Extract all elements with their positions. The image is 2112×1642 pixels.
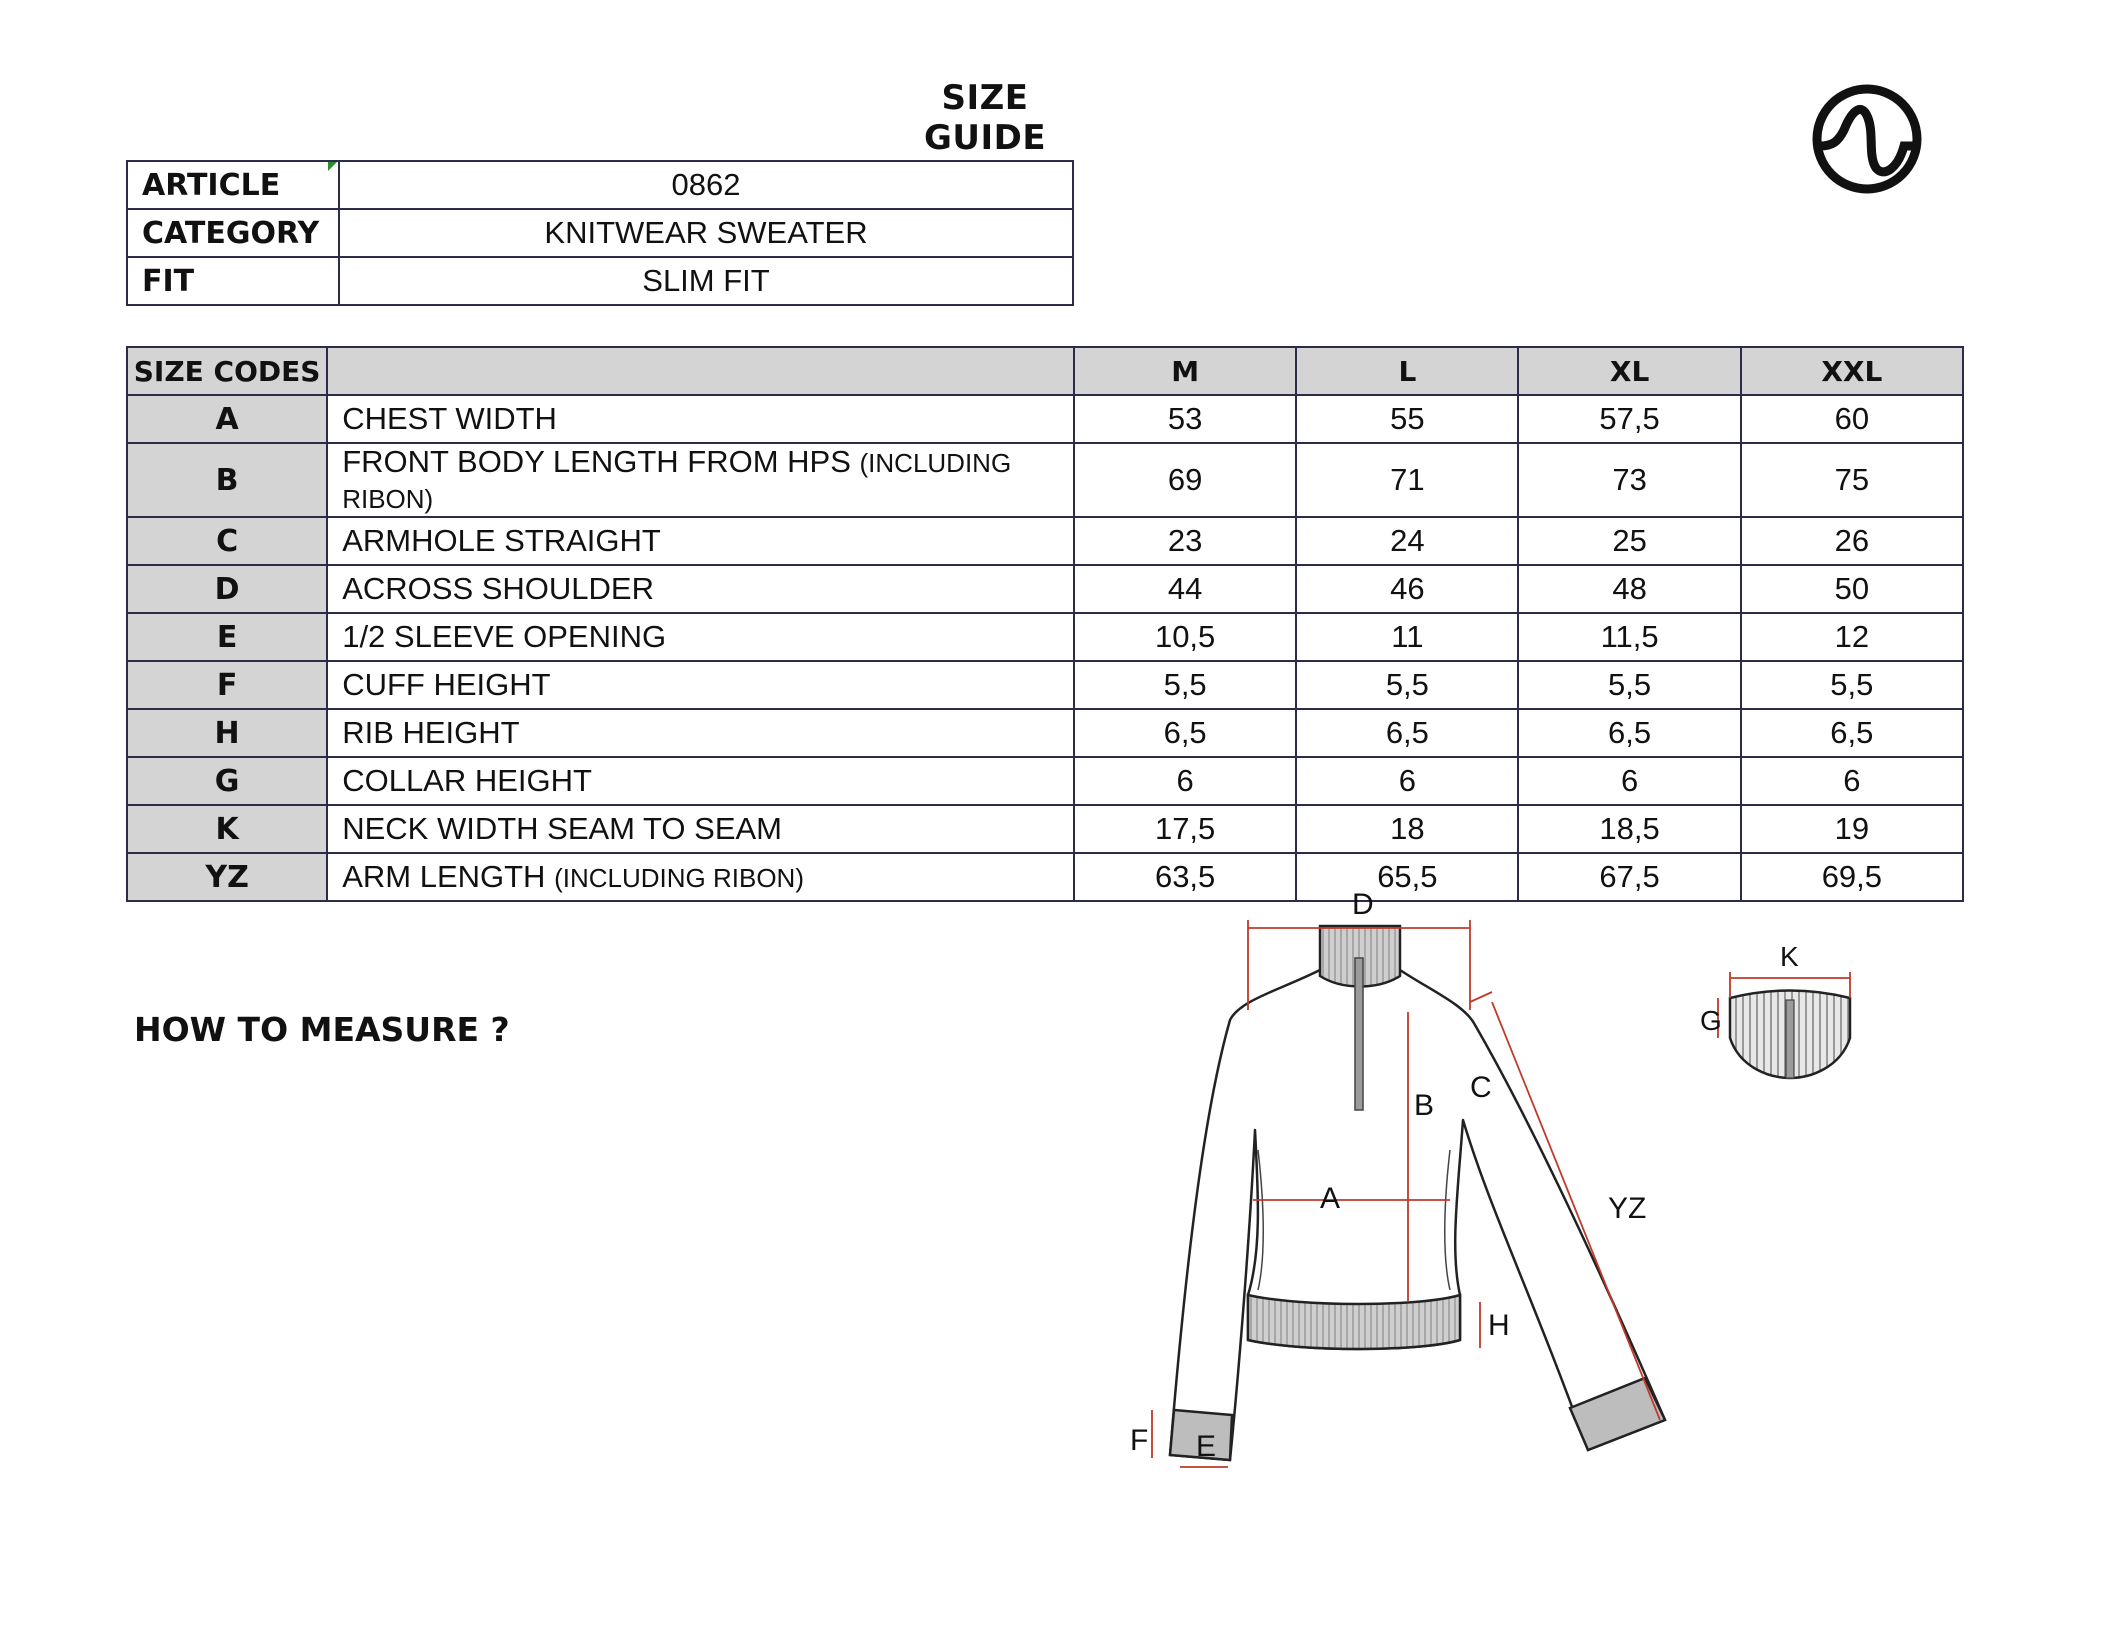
size-value-cell: 6 — [1741, 757, 1963, 805]
measurement-name: CHEST WIDTH — [342, 401, 557, 436]
measurement-description-cell — [327, 709, 1074, 757]
diagram-label-c: C — [1470, 1071, 1492, 1104]
size-value-cell: 5,5 — [1518, 661, 1740, 709]
measurement-name: CUFF HEIGHT — [342, 667, 551, 702]
brand-logo-icon — [1808, 80, 1926, 198]
diagram-label-k: K — [1780, 941, 1799, 972]
how-to-measure-heading: HOW TO MEASURE ? — [134, 1010, 510, 1049]
zipper-shape — [1355, 958, 1363, 1110]
table-row — [127, 517, 1963, 565]
info-label: CATEGORY — [127, 209, 339, 257]
size-value-cell: 75 — [1741, 443, 1963, 517]
size-code-cell: B — [127, 443, 327, 517]
header-size-l: L — [1296, 347, 1518, 395]
size-value-cell: 5,5 — [1741, 661, 1963, 709]
diagram-label-a: A — [1320, 1182, 1341, 1215]
diagram-label-e: E — [1196, 1430, 1217, 1463]
measurement-description-cell — [327, 395, 1074, 443]
size-table-header — [127, 347, 1963, 395]
size-value-cell: 50 — [1741, 565, 1963, 613]
measurement-name: 1/2 SLEEVE OPENING — [342, 619, 667, 654]
size-value-cell: 17,5 — [1074, 805, 1296, 853]
size-value-cell: 55 — [1296, 395, 1518, 443]
size-value-cell: 11 — [1296, 613, 1518, 661]
size-value-cell: 5,5 — [1296, 661, 1518, 709]
header-size-m: M — [1074, 347, 1296, 395]
diagram-label-f: F — [1130, 1424, 1149, 1457]
info-label: ARTICLE — [127, 161, 339, 209]
size-code-cell: H — [127, 709, 327, 757]
diagram-label-b: B — [1414, 1089, 1435, 1122]
size-code-cell: C — [127, 517, 327, 565]
size-value-cell: 48 — [1518, 565, 1740, 613]
measurement-name: FRONT BODY LENGTH FROM HPS — [342, 444, 851, 479]
measurement-note: (INCLUDING RIBON) — [554, 863, 804, 893]
measurement-description-cell — [327, 565, 1074, 613]
size-value-cell: 69 — [1074, 443, 1296, 517]
header-size-codes: SIZE CODES — [127, 347, 327, 395]
size-value-cell: 25 — [1518, 517, 1740, 565]
size-value-cell: 6 — [1074, 757, 1296, 805]
size-value-cell: 63,5 — [1074, 853, 1296, 901]
measurement-description-cell — [327, 443, 1074, 517]
info-value: 0862 — [339, 161, 1073, 209]
size-value-cell: 6,5 — [1296, 709, 1518, 757]
measurement-name: NECK WIDTH SEAM TO SEAM — [342, 811, 783, 846]
size-code-cell: D — [127, 565, 327, 613]
table-row — [127, 709, 1963, 757]
size-value-cell: 67,5 — [1518, 853, 1740, 901]
measurement-description-cell — [327, 517, 1074, 565]
size-code-cell: K — [127, 805, 327, 853]
measurement-description-cell — [327, 613, 1074, 661]
size-value-cell: 18 — [1296, 805, 1518, 853]
size-code-cell: YZ — [127, 853, 327, 901]
size-value-cell: 6 — [1296, 757, 1518, 805]
size-value-cell: 12 — [1741, 613, 1963, 661]
size-value-cell: 6,5 — [1518, 709, 1740, 757]
size-value-cell: 5,5 — [1074, 661, 1296, 709]
size-value-cell: 18,5 — [1518, 805, 1740, 853]
size-code-cell: A — [127, 395, 327, 443]
size-value-cell: 46 — [1296, 565, 1518, 613]
header-description — [327, 347, 1074, 395]
size-value-cell: 6,5 — [1074, 709, 1296, 757]
diagram-label-yz: YZ — [1608, 1192, 1647, 1225]
measurement-description-cell — [327, 661, 1074, 709]
measurement-description-cell — [327, 757, 1074, 805]
measurement-name: ARMHOLE STRAIGHT — [342, 523, 661, 558]
size-value-cell: 24 — [1296, 517, 1518, 565]
info-value: SLIM FIT — [339, 257, 1073, 305]
size-value-cell: 19 — [1741, 805, 1963, 853]
collar-measurement-diagram — [1700, 938, 1900, 1128]
table-row — [127, 565, 1963, 613]
table-row — [127, 613, 1963, 661]
measurement-name: RIB HEIGHT — [342, 715, 520, 750]
diagram-label-h: H — [1488, 1309, 1510, 1342]
table-row — [127, 805, 1963, 853]
size-value-cell: 69,5 — [1741, 853, 1963, 901]
info-row-category — [127, 209, 1073, 257]
table-row — [127, 661, 1963, 709]
header-size-xxl: XXL — [1741, 347, 1963, 395]
size-value-cell: 57,5 — [1518, 395, 1740, 443]
size-value-cell: 44 — [1074, 565, 1296, 613]
size-measurements-table — [126, 346, 1964, 902]
sweater-measurement-diagram — [1130, 890, 1750, 1520]
table-row — [127, 757, 1963, 805]
header-size-xl: XL — [1518, 347, 1740, 395]
article-info-table — [126, 160, 1074, 306]
measurement-description-cell — [327, 805, 1074, 853]
size-value-cell: 73 — [1518, 443, 1740, 517]
size-code-cell: F — [127, 661, 327, 709]
size-value-cell: 23 — [1074, 517, 1296, 565]
size-value-cell: 65,5 — [1296, 853, 1518, 901]
size-value-cell: 6 — [1518, 757, 1740, 805]
size-value-cell: 6,5 — [1741, 709, 1963, 757]
right-cuff-shape — [1570, 1378, 1665, 1450]
size-code-cell: E — [127, 613, 327, 661]
size-code-cell: G — [127, 757, 327, 805]
page-title: SIZE GUIDE — [923, 78, 1047, 158]
table-row — [127, 395, 1963, 443]
measurement-name: ARM LENGTH — [342, 859, 546, 894]
table-row — [127, 443, 1963, 517]
size-value-cell: 10,5 — [1074, 613, 1296, 661]
diagram-label-d: D — [1352, 890, 1374, 921]
info-row-article — [127, 161, 1073, 209]
info-label: FIT — [127, 257, 339, 305]
size-value-cell: 11,5 — [1518, 613, 1740, 661]
info-row-fit — [127, 257, 1073, 305]
hem-rib-shape — [1248, 1295, 1460, 1349]
size-value-cell: 26 — [1741, 517, 1963, 565]
size-value-cell: 53 — [1074, 395, 1296, 443]
measurement-note: (INCLUDING RIBON) — [342, 448, 1012, 514]
size-value-cell: 60 — [1741, 395, 1963, 443]
size-value-cell: 71 — [1296, 443, 1518, 517]
measurement-name: ACROSS SHOULDER — [342, 571, 654, 606]
diagram-label-g: G — [1700, 1005, 1722, 1036]
measurement-name: COLLAR HEIGHT — [342, 763, 592, 798]
info-value: KNITWEAR SWEATER — [339, 209, 1073, 257]
measurement-description-cell — [327, 853, 1074, 901]
